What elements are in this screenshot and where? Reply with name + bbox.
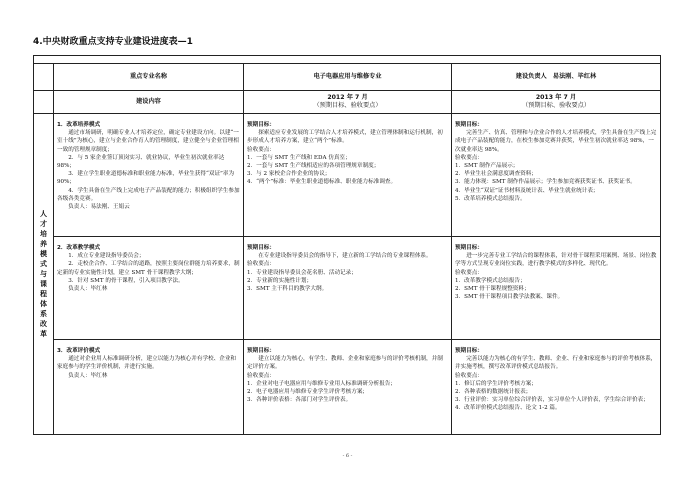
category-char: 模: [40, 250, 47, 258]
text-line: 4．改革评价模式总结报告、论文 1-2 篇。: [455, 405, 561, 412]
table-top-spacer-row: [34, 56, 661, 64]
category-char: 改: [40, 320, 47, 328]
block-title: 预期目标：: [455, 348, 483, 354]
text-line: 建立以能力为核心，有学生、教师、企业和家庭参与的评价考核机制，并制定评价方案。: [247, 356, 443, 371]
text-line: 验收要点：: [455, 372, 483, 379]
content-cell: [54, 340, 244, 435]
block-title: 预期目标：: [455, 245, 483, 251]
progress-table: [33, 55, 661, 435]
text-line: 5．改革培养模式总结报告。: [455, 195, 526, 202]
goal-2012-cell: [244, 340, 452, 435]
text-line: 通过市场调研，明确专业人才培养定位，确定专业建设方向。以建“一室十线”为核心，建立与企业合作育人的管理制度，建立健全与企业管理相一致的管理规章制度；: [57, 130, 239, 153]
content-label: 建设内容: [54, 91, 244, 114]
goal-note-2013: （预期目标、验收要点）: [521, 102, 591, 109]
text-line: 3．建立学生职业道德标准和职业能力标准，毕业生获得“双证”率为 90%；: [57, 171, 236, 186]
text-line: 验收要点：: [247, 261, 275, 268]
category-char: 程: [40, 290, 47, 298]
text-line: 2．走校企合作、工学结合的道路，按照主要岗位群能力培养要求，制定新的专业实施性计划，建立 SMT 骨干课程教学大纲；: [57, 261, 240, 276]
date-2012: 2012 年 7 月: [327, 93, 368, 101]
program-name: 电子电器应用与维修专业: [244, 64, 452, 91]
text-line: 4．学生具备在生产线上完成电子产品装配的能力；积极组织学生参加各级各类竞赛。: [57, 187, 240, 202]
text-line: 2．一套与 SMT 生产线相适应的各项管理规章制度；: [247, 163, 380, 170]
category-char: 革: [40, 330, 47, 338]
text-line: 3．SMT 骨干课程项目教学法教案、课件。: [455, 294, 564, 301]
block-title: 3．改革评价模式: [57, 348, 101, 354]
text-line: 完善以能力为核心的有学生、教师、企业、行业和家庭参与的评价考核体系，并实施考核，撰写改革评价模式总结报告。: [455, 356, 657, 371]
category-char: 与: [40, 270, 47, 278]
date-2013: 2013 年 7 月: [535, 93, 577, 101]
text-line: 3．SMT 主干科目的教学大纲。: [247, 286, 328, 293]
text-line: 负责人：毕红林: [57, 372, 108, 379]
goal-note-2012: （预期目标、验收要点）: [313, 102, 382, 109]
category-char: 式: [40, 260, 47, 268]
text-line: 2．SMT 骨干课程规整资料；: [455, 286, 530, 293]
category-char: 养: [40, 240, 47, 248]
block-title: 预期目标：: [247, 348, 275, 354]
text-line: 通过对企业用人标准调研分析，建立以能力为核心并有学校、企业和家庭参与的学生评价机制，并进行实施。: [57, 356, 237, 371]
text-line: 在专业建设指导委员会的指导下，建立新的工学结合的专业课程体系。: [247, 253, 432, 260]
content-cell: [54, 114, 244, 237]
text-line: 负责人：易法刚、王娟云: [57, 204, 130, 211]
text-line: 2．电子电器应用与维修专业学生评价考核方案；: [247, 389, 369, 396]
text-line: 3．与 2 家校企合作企业的协议；: [247, 171, 331, 178]
text-line: 负责人：毕红林: [57, 286, 108, 293]
goal-2012-cell: [244, 114, 452, 237]
text-line: 3．针对 SMT 的骨干课程，引入项目教学法。: [57, 277, 184, 284]
table-row: [34, 340, 661, 435]
page-number: - 6 -: [342, 453, 353, 459]
header-row-program: [34, 64, 661, 91]
document-title: 4.中央财政重点支持专业建设进度表—1: [33, 37, 193, 47]
text-line: 3．能力体现：SMT 制作作品展示；学生参加竞赛获奖证书、获奖证书。: [455, 179, 636, 186]
year-2012-header: [244, 91, 452, 114]
text-line: 1．改革教学模式总结报告；: [455, 277, 526, 284]
text-line: 1．专业建设指导委员会花名册、活动记录；: [247, 269, 357, 276]
category-char: 培: [40, 230, 47, 238]
text-line: 验收要点：: [455, 269, 483, 276]
category-char: 系: [40, 310, 47, 318]
block-title: 预期目标：: [247, 122, 275, 128]
table-row: [34, 237, 661, 340]
text-line: 4．毕业生“双证”证书材料及统计表、毕业生就业统计表；: [455, 187, 599, 194]
goal-2013-cell: [452, 340, 661, 435]
text-line: 3．各种评价表格：各部门对学生评价表。: [247, 397, 352, 404]
text-line: 进一步完善专业工学结合的课程体系，针对骨干课程采用案例、场景、岗位教学等方式呈现专业岗位实践，进行教学模式的多样化、现代化。: [455, 253, 657, 268]
block-title: 预期目标：: [455, 122, 483, 128]
category-char: 才: [40, 220, 47, 228]
goal-2013-cell: [452, 237, 661, 340]
year-2013-header: [452, 91, 661, 114]
program-name-label: 重点专业名称: [54, 64, 244, 91]
block-title: 预期目标：: [247, 245, 275, 251]
text-line: 4．“两个”标准：毕业生职业道德标准、职业能力标准调查。: [247, 179, 397, 186]
text-line: 验收要点：: [247, 372, 275, 379]
category-char: 人: [40, 210, 47, 218]
text-line: 探索适应专业发展的工学结合人才培养模式，建立管理体制和运行机制，初步形成人才培养方案，建立“两个”标准。: [247, 130, 443, 145]
text-line: 验收要点：: [247, 146, 275, 153]
text-line: 2．专业新的实施性计划；: [247, 277, 313, 284]
text-line: 1．修订后的学生评价考核方案；: [455, 380, 537, 387]
text-line: 1．成立专业建设指导委员会；: [57, 253, 145, 260]
text-line: 3．行业评价：实习单位综合评价表，实习单位个人评价表，学生综合评价表；: [455, 397, 649, 404]
header-row-dates: [34, 91, 661, 114]
goal-2012-cell: [244, 237, 452, 340]
text-line: 验收要点：: [455, 154, 483, 161]
category-char: 体: [40, 300, 47, 308]
category-cell: [34, 114, 54, 435]
text-line: 2．各种表格的数据统计报表；: [455, 389, 532, 396]
category-char: 课: [40, 280, 47, 288]
text-line: 1．企业对电子电器应用与维修专业用人标准调研分析报告；: [247, 380, 396, 387]
program-leader: 建设负责人 易法刚、毕红林: [452, 64, 661, 91]
block-title: 1．改革培养模式: [57, 122, 101, 128]
block-title: 2．改革教学模式: [57, 245, 101, 251]
text-line: 1．一套与 SMT 生产线和 EDA 仿真室；: [247, 154, 351, 161]
text-line: 2．与 5 家企业签订顶岗实习、就业协议，毕业生初次就业率达 98%；: [57, 154, 227, 170]
text-line: 1．SMT 制作产品展示；: [455, 163, 519, 170]
table-row: [34, 114, 661, 237]
text-line: 完善生产、仿真、管理和与企业合作的人才培养模式，学生具备在生产线上完成电子产品装配的能力，在校生参加竞赛并获奖，毕业生初次就业率达 98%，一次就业率达 98%。: [455, 130, 657, 153]
content-cell: [54, 237, 244, 340]
text-line: 2．毕业生社会满意度调查资料；: [455, 171, 537, 178]
goal-2013-cell: [452, 114, 661, 237]
